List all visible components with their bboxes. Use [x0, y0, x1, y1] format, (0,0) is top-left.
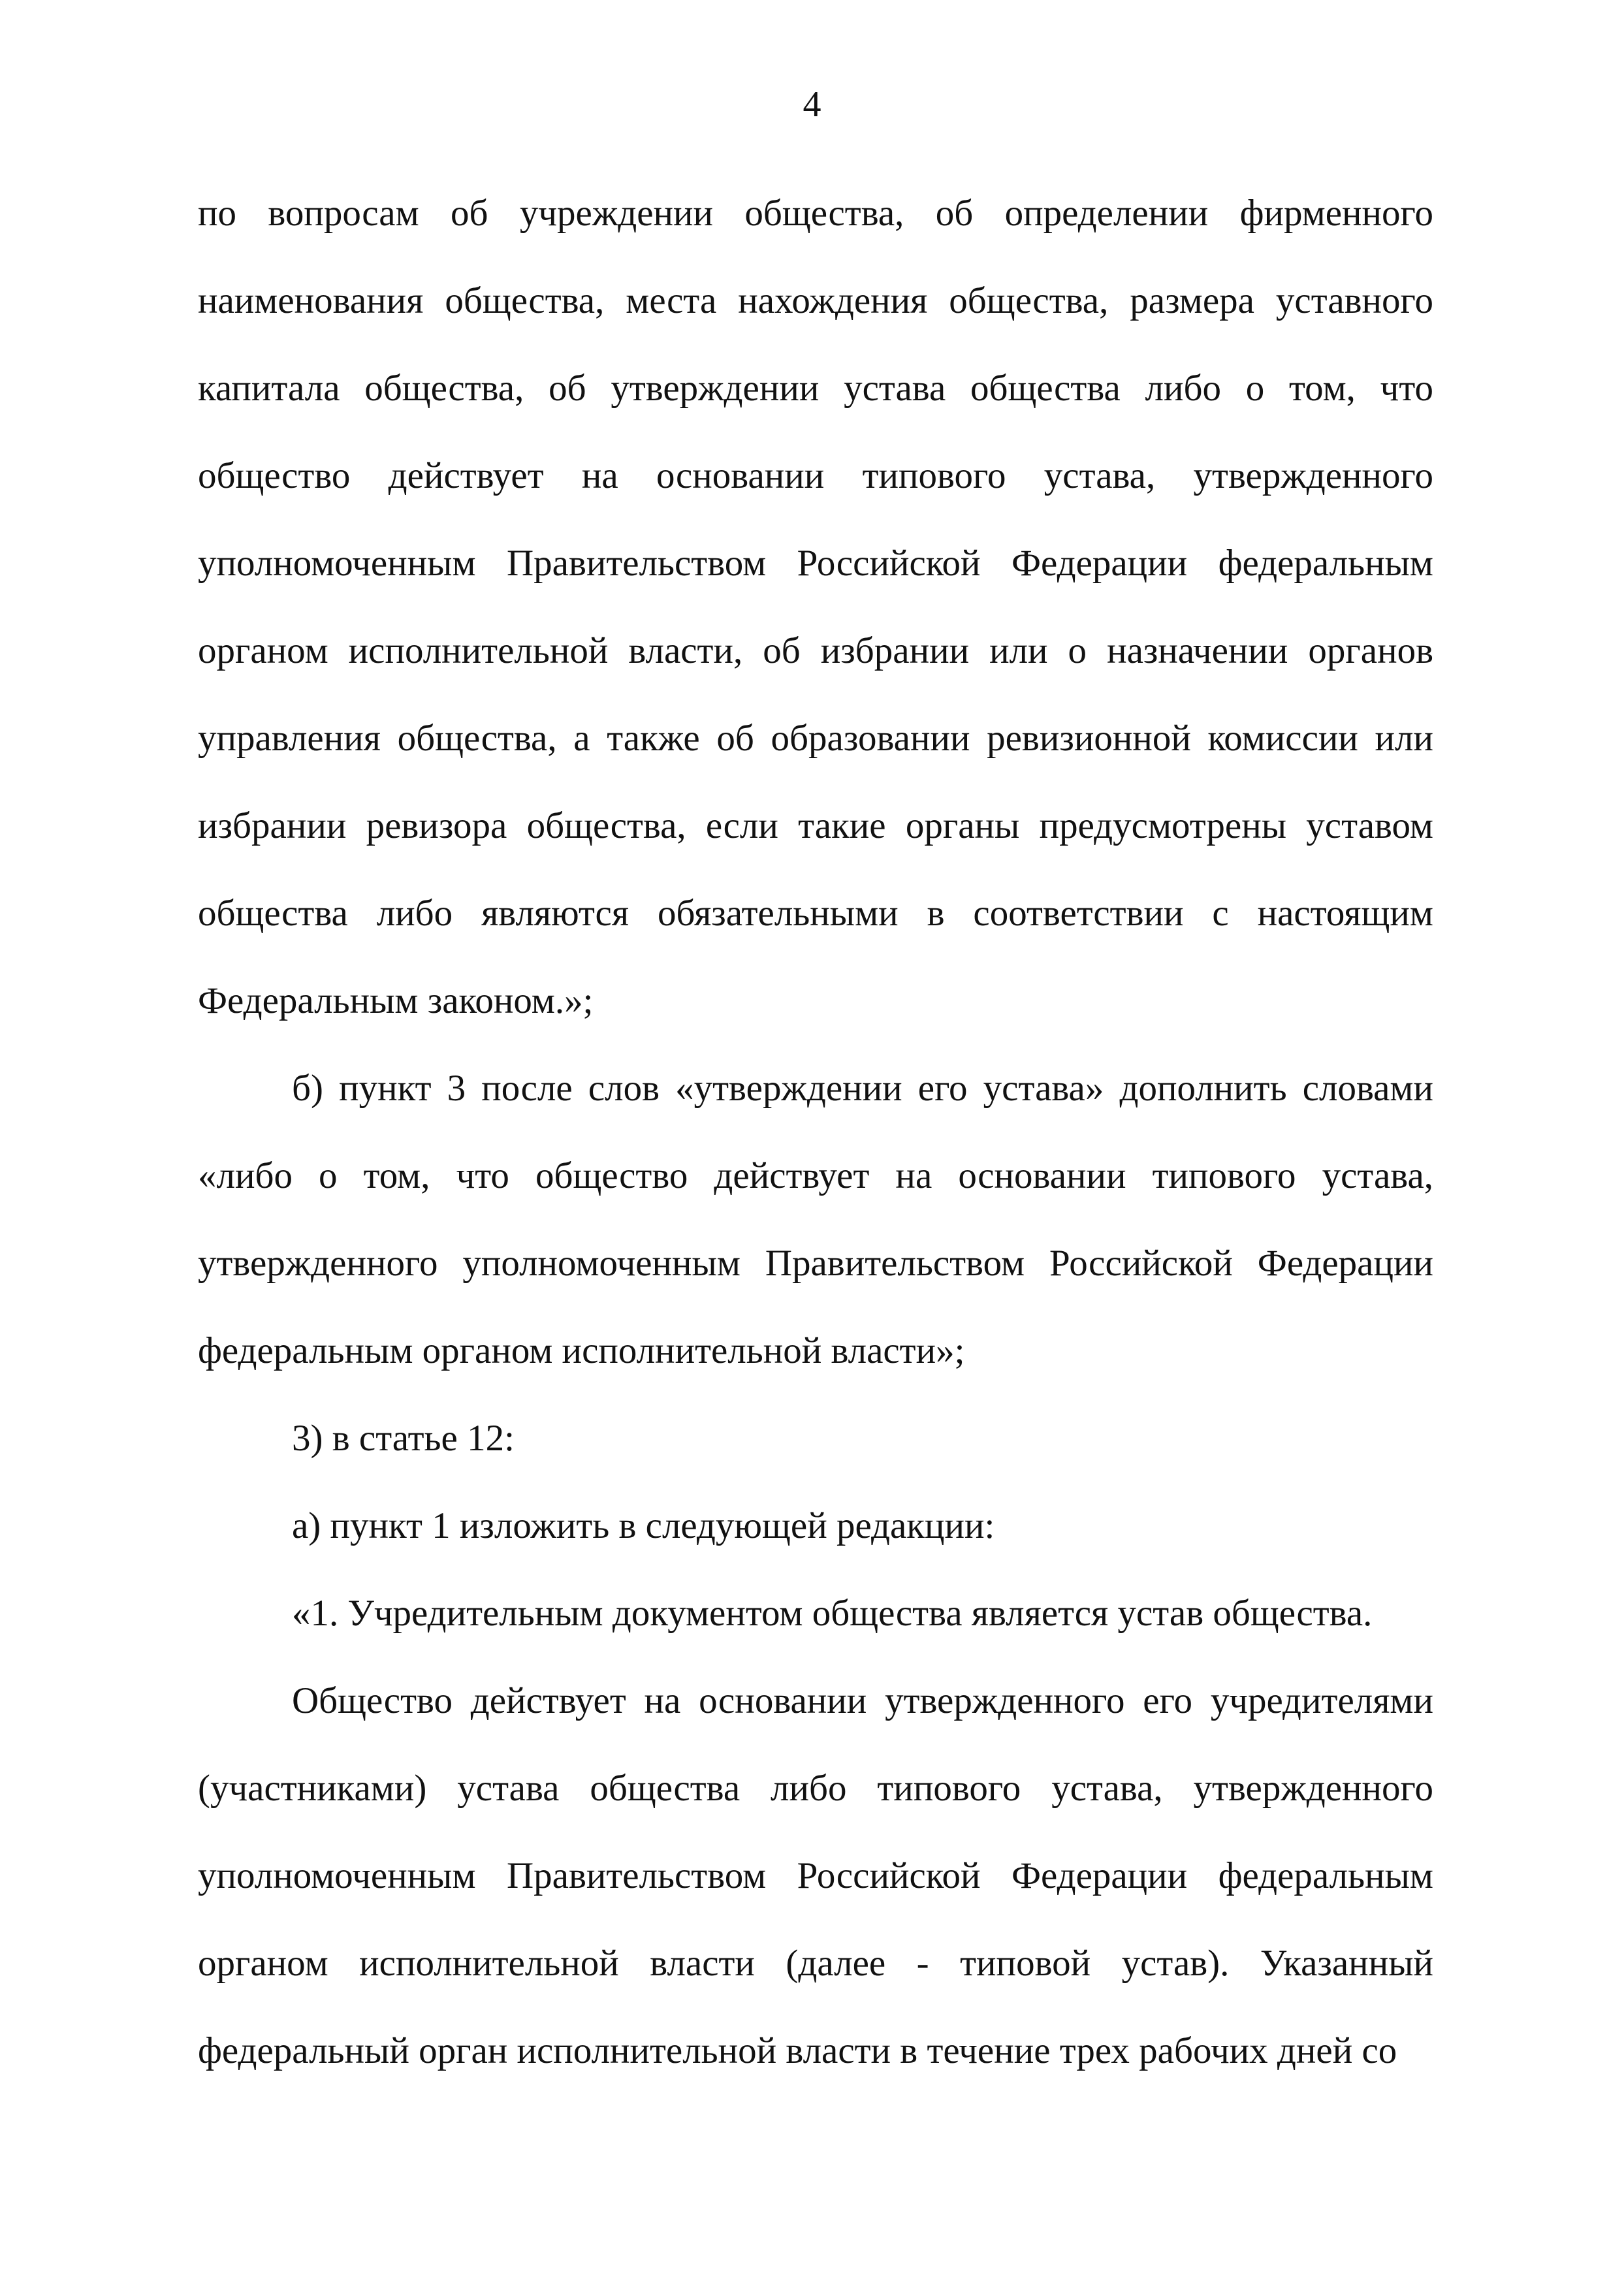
paragraph-clause-1: «1. Учредительным документом общества является устав общества.: [292, 1593, 1373, 1634]
paragraph-amendment-b: б) пункт 3 после слов «утверждении его устава» дополнить словами «либо о том, что общество действует на основании типового устава, утвержденного уполномоченным Правительством Российской Федерации федеральным органом исполнительной власти»;: [198, 1068, 1433, 1371]
document-body: [198, 170, 1433, 2095]
paragraph-article-12: 3) в статье 12:: [292, 1418, 515, 1459]
paragraph-charter-basis: Общество действует на основании утвержденного его учредителями (участниками) устава общества либо типового устава, утвержденного уполномоченным Правительством Российской Федерации федеральным органом исполнительной власти (далее - типовой устав). Указанный федеральный орган исполнительной власти в течение трех рабочих дней со: [198, 1680, 1433, 2071]
paragraph-continuation: по вопросам об учреждении общества, об определении фирменного наименования общества, места нахождения общества, размера уставного капитала общества, об утверждении устава общества либо о том, что общество действует на основании типового устава, утвержденного уполномоченным Правительством Российской Федерации федеральным органом исполнительной власти, об избрании или о назначении органов управления общества, а также об образовании ревизионной комиссии или избрании ревизора общества, если такие органы предусмотрены уставом общества либо являются обязательными в соответствии с настоящим Федеральным законом.»;: [198, 193, 1433, 1021]
page-number: 4: [803, 84, 821, 125]
paragraph-amendment-a: а) пункт 1 изложить в следующей редакции:: [292, 1505, 995, 1546]
